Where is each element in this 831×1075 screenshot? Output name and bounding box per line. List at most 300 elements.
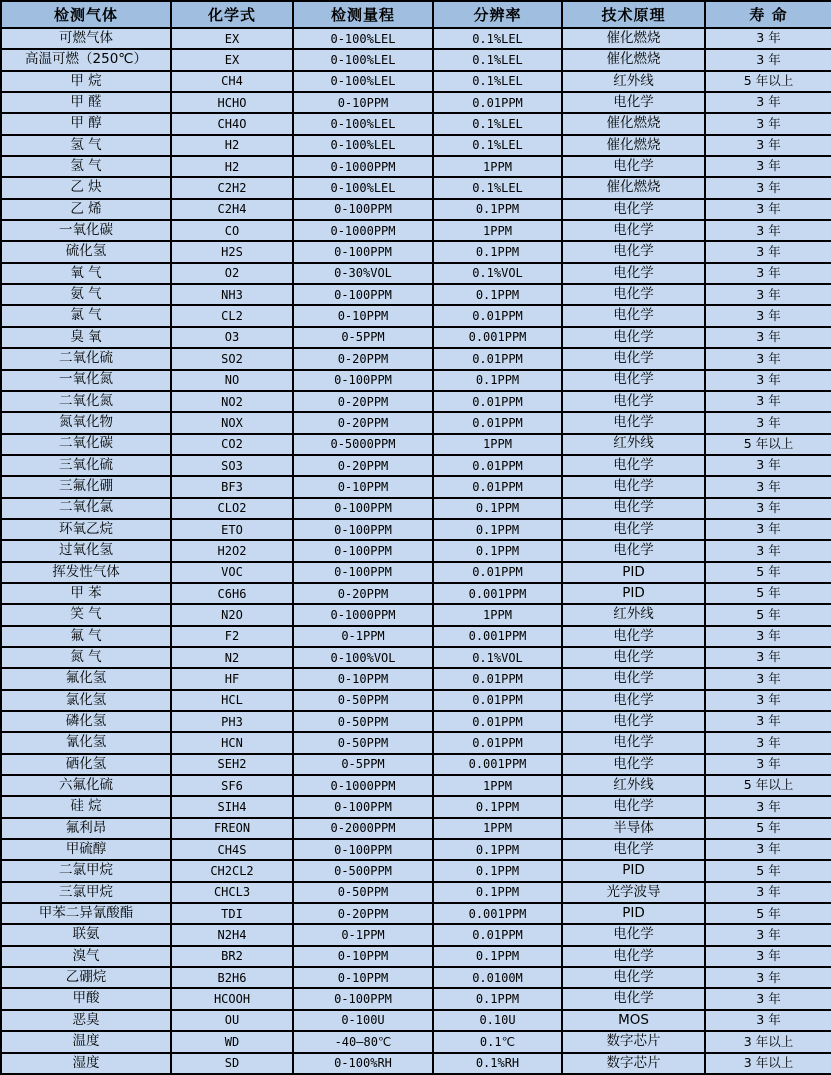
table-row xyxy=(1,562,831,583)
cell-resolution: 0.01PPM xyxy=(433,690,562,711)
table-row xyxy=(1,412,831,433)
cell-resolution: 0.01PPM xyxy=(433,476,562,497)
table-row xyxy=(1,28,831,49)
cell-range: 0-100%LEL xyxy=(293,177,433,198)
table-row xyxy=(1,1053,831,1075)
cell-formula: SD xyxy=(171,1053,293,1075)
cell-formula: CH2CL2 xyxy=(171,860,293,881)
cell-range: 0-100%VOL xyxy=(293,647,433,668)
cell-range: 0-1PPM xyxy=(293,626,433,647)
cell-resolution: 0.10U xyxy=(433,1010,562,1031)
table-row xyxy=(1,882,831,903)
cell-resolution: 0.1PPM xyxy=(433,284,562,305)
cell-lifespan: 3 年 xyxy=(705,924,831,945)
table-row xyxy=(1,348,831,369)
cell-resolution: 0.01PPM xyxy=(433,348,562,369)
cell-formula: HCHO xyxy=(171,92,293,113)
cell-formula: SIH4 xyxy=(171,796,293,817)
cell-principle: 电化学 xyxy=(562,732,705,753)
table-row xyxy=(1,71,831,92)
cell-gas: 甲 苯 xyxy=(1,583,171,604)
table-row xyxy=(1,455,831,476)
cell-range: 0-10PPM xyxy=(293,476,433,497)
cell-resolution: 0.0100M xyxy=(433,967,562,988)
cell-formula: SO3 xyxy=(171,455,293,476)
cell-principle: 电化学 xyxy=(562,156,705,177)
table-row xyxy=(1,370,831,391)
cell-formula: B2H6 xyxy=(171,967,293,988)
table-row xyxy=(1,732,831,753)
cell-formula: CH4S xyxy=(171,839,293,860)
cell-gas: 氮 气 xyxy=(1,647,171,668)
table-row xyxy=(1,604,831,625)
cell-range: 0-100%RH xyxy=(293,1053,433,1075)
cell-principle: 电化学 xyxy=(562,305,705,326)
cell-formula: NO2 xyxy=(171,391,293,412)
cell-resolution: 1PPM xyxy=(433,156,562,177)
cell-lifespan: 5 年 xyxy=(705,818,831,839)
cell-resolution: 0.1PPM xyxy=(433,241,562,262)
cell-resolution: 0.001PPM xyxy=(433,583,562,604)
cell-range: 0-100%LEL xyxy=(293,113,433,134)
cell-gas: 乙 烯 xyxy=(1,199,171,220)
cell-gas: 硒化氢 xyxy=(1,754,171,775)
cell-lifespan: 3 年以上 xyxy=(705,1031,831,1052)
cell-gas: 乙 炔 xyxy=(1,177,171,198)
cell-lifespan: 5 年 xyxy=(705,562,831,583)
cell-resolution: 0.1%LEL xyxy=(433,49,562,70)
cell-principle: 电化学 xyxy=(562,498,705,519)
header-row xyxy=(1,1,831,28)
cell-range: -40—80℃ xyxy=(293,1031,433,1052)
cell-principle: 电化学 xyxy=(562,754,705,775)
cell-resolution: 0.001PPM xyxy=(433,754,562,775)
cell-range: 0-1PPM xyxy=(293,924,433,945)
cell-formula: ETO xyxy=(171,519,293,540)
cell-resolution: 0.1%VOL xyxy=(433,263,562,284)
table-row xyxy=(1,540,831,561)
cell-resolution: 1PPM xyxy=(433,818,562,839)
cell-lifespan: 3 年 xyxy=(705,476,831,497)
cell-lifespan: 3 年 xyxy=(705,391,831,412)
cell-resolution: 0.1PPM xyxy=(433,199,562,220)
cell-formula: F2 xyxy=(171,626,293,647)
table-row xyxy=(1,775,831,796)
cell-principle: 电化学 xyxy=(562,455,705,476)
cell-resolution: 0.1%LEL xyxy=(433,135,562,156)
cell-gas: 甲酸 xyxy=(1,988,171,1009)
cell-formula: CO2 xyxy=(171,434,293,455)
cell-gas: 乙硼烷 xyxy=(1,967,171,988)
cell-formula: HF xyxy=(171,668,293,689)
cell-gas: 二氧化硫 xyxy=(1,348,171,369)
cell-range: 0-100PPM xyxy=(293,988,433,1009)
cell-gas: 二氧化碳 xyxy=(1,434,171,455)
cell-gas: 恶臭 xyxy=(1,1010,171,1031)
cell-gas: 一氧化氮 xyxy=(1,370,171,391)
cell-gas: 二氧化氮 xyxy=(1,391,171,412)
cell-formula: C6H6 xyxy=(171,583,293,604)
cell-formula: CO xyxy=(171,220,293,241)
cell-lifespan: 3 年 xyxy=(705,455,831,476)
cell-formula: N2O xyxy=(171,604,293,625)
cell-lifespan: 3 年 xyxy=(705,113,831,134)
cell-gas: 氯 气 xyxy=(1,305,171,326)
column-header-formula: 化学式 xyxy=(171,1,293,28)
cell-principle: 催化燃烧 xyxy=(562,28,705,49)
cell-principle: 电化学 xyxy=(562,924,705,945)
cell-formula: CL2 xyxy=(171,305,293,326)
table-body xyxy=(1,28,831,1074)
table-row xyxy=(1,967,831,988)
cell-gas: 甲 烷 xyxy=(1,71,171,92)
cell-principle: 催化燃烧 xyxy=(562,49,705,70)
table-row xyxy=(1,988,831,1009)
cell-range: 0-5000PPM xyxy=(293,434,433,455)
cell-gas: 高温可燃（250℃） xyxy=(1,49,171,70)
cell-resolution: 0.001PPM xyxy=(433,327,562,348)
cell-range: 0-10PPM xyxy=(293,305,433,326)
cell-range: 0-100%LEL xyxy=(293,135,433,156)
cell-principle: 电化学 xyxy=(562,199,705,220)
cell-formula: H2O2 xyxy=(171,540,293,561)
cell-formula: C2H2 xyxy=(171,177,293,198)
cell-range: 0-30%VOL xyxy=(293,263,433,284)
table-row xyxy=(1,498,831,519)
cell-gas: 甲 醇 xyxy=(1,113,171,134)
cell-principle: 电化学 xyxy=(562,711,705,732)
cell-formula: O2 xyxy=(171,263,293,284)
cell-formula: WD xyxy=(171,1031,293,1052)
table-row xyxy=(1,711,831,732)
cell-formula: H2 xyxy=(171,135,293,156)
cell-formula: EX xyxy=(171,49,293,70)
cell-resolution: 0.1℃ xyxy=(433,1031,562,1052)
table-row xyxy=(1,924,831,945)
cell-gas: 磷化氢 xyxy=(1,711,171,732)
column-header-resolution: 分辨率 xyxy=(433,1,562,28)
table-row xyxy=(1,818,831,839)
cell-gas: 氨 气 xyxy=(1,284,171,305)
table-row xyxy=(1,327,831,348)
cell-range: 0-100%LEL xyxy=(293,28,433,49)
column-header-range: 检测量程 xyxy=(293,1,433,28)
cell-lifespan: 5 年 xyxy=(705,903,831,924)
cell-range: 0-1000PPM xyxy=(293,220,433,241)
cell-principle: MOS xyxy=(562,1010,705,1031)
cell-principle: 红外线 xyxy=(562,775,705,796)
cell-lifespan: 3 年 xyxy=(705,327,831,348)
cell-resolution: 0.1%RH xyxy=(433,1053,562,1075)
cell-lifespan: 3 年 xyxy=(705,348,831,369)
cell-principle: 电化学 xyxy=(562,626,705,647)
cell-principle: 红外线 xyxy=(562,71,705,92)
cell-resolution: 0.1PPM xyxy=(433,796,562,817)
cell-gas: 硫化氢 xyxy=(1,241,171,262)
cell-formula: SF6 xyxy=(171,775,293,796)
cell-range: 0-100PPM xyxy=(293,540,433,561)
cell-range: 0-10PPM xyxy=(293,946,433,967)
cell-lifespan: 3 年 xyxy=(705,519,831,540)
cell-lifespan: 5 年 xyxy=(705,583,831,604)
cell-resolution: 0.01PPM xyxy=(433,668,562,689)
cell-range: 0-50PPM xyxy=(293,711,433,732)
cell-lifespan: 3 年 xyxy=(705,156,831,177)
cell-gas: 氢 气 xyxy=(1,156,171,177)
cell-range: 0-100PPM xyxy=(293,498,433,519)
table-row xyxy=(1,156,831,177)
cell-range: 0-1000PPM xyxy=(293,156,433,177)
cell-gas: 氧 气 xyxy=(1,263,171,284)
cell-principle: 电化学 xyxy=(562,540,705,561)
cell-gas: 过氧化氢 xyxy=(1,540,171,561)
cell-principle: 数字芯片 xyxy=(562,1031,705,1052)
cell-gas: 溴气 xyxy=(1,946,171,967)
cell-formula: C2H4 xyxy=(171,199,293,220)
cell-lifespan: 3 年 xyxy=(705,668,831,689)
cell-lifespan: 5 年 xyxy=(705,604,831,625)
table-row xyxy=(1,92,831,113)
cell-principle: 电化学 xyxy=(562,967,705,988)
table-row xyxy=(1,263,831,284)
cell-resolution: 0.1%VOL xyxy=(433,647,562,668)
table-row xyxy=(1,177,831,198)
cell-formula: O3 xyxy=(171,327,293,348)
cell-principle: 催化燃烧 xyxy=(562,135,705,156)
cell-range: 0-20PPM xyxy=(293,583,433,604)
cell-resolution: 0.1%LEL xyxy=(433,28,562,49)
cell-range: 0-100U xyxy=(293,1010,433,1031)
table-row xyxy=(1,796,831,817)
column-header-principle: 技术原理 xyxy=(562,1,705,28)
cell-formula: HCN xyxy=(171,732,293,753)
cell-lifespan: 5 年以上 xyxy=(705,434,831,455)
cell-resolution: 0.1PPM xyxy=(433,839,562,860)
cell-lifespan: 3 年 xyxy=(705,711,831,732)
cell-gas: 氮氧化物 xyxy=(1,412,171,433)
table-row xyxy=(1,135,831,156)
cell-resolution: 0.1PPM xyxy=(433,946,562,967)
cell-formula: NOX xyxy=(171,412,293,433)
cell-resolution: 0.001PPM xyxy=(433,626,562,647)
cell-principle: 电化学 xyxy=(562,241,705,262)
cell-range: 0-100PPM xyxy=(293,241,433,262)
cell-range: 0-5PPM xyxy=(293,754,433,775)
cell-gas: 氟化氢 xyxy=(1,668,171,689)
cell-range: 0-100PPM xyxy=(293,562,433,583)
cell-resolution: 0.01PPM xyxy=(433,305,562,326)
cell-resolution: 1PPM xyxy=(433,220,562,241)
cell-lifespan: 3 年 xyxy=(705,839,831,860)
cell-range: 0-10PPM xyxy=(293,92,433,113)
cell-lifespan: 3 年 xyxy=(705,284,831,305)
cell-gas: 湿度 xyxy=(1,1053,171,1075)
cell-principle: PID xyxy=(562,562,705,583)
cell-gas: 氟利昂 xyxy=(1,818,171,839)
cell-resolution: 1PPM xyxy=(433,604,562,625)
cell-range: 0-100PPM xyxy=(293,796,433,817)
cell-formula: HCL xyxy=(171,690,293,711)
cell-gas: 笑 气 xyxy=(1,604,171,625)
cell-lifespan: 3 年 xyxy=(705,28,831,49)
cell-gas: 甲 醛 xyxy=(1,92,171,113)
cell-range: 0-500PPM xyxy=(293,860,433,881)
cell-gas: 一氧化碳 xyxy=(1,220,171,241)
cell-principle: PID xyxy=(562,583,705,604)
cell-range: 0-100%LEL xyxy=(293,71,433,92)
cell-formula: BF3 xyxy=(171,476,293,497)
cell-formula: NO xyxy=(171,370,293,391)
cell-principle: 电化学 xyxy=(562,263,705,284)
cell-range: 0-20PPM xyxy=(293,455,433,476)
cell-gas: 环氧乙烷 xyxy=(1,519,171,540)
table-row xyxy=(1,626,831,647)
cell-range: 0-50PPM xyxy=(293,690,433,711)
cell-principle: 光学波导 xyxy=(562,882,705,903)
cell-resolution: 0.1PPM xyxy=(433,540,562,561)
cell-resolution: 0.1PPM xyxy=(433,860,562,881)
cell-resolution: 0.001PPM xyxy=(433,903,562,924)
cell-lifespan: 5 年 xyxy=(705,860,831,881)
cell-lifespan: 3 年 xyxy=(705,732,831,753)
cell-principle: 电化学 xyxy=(562,348,705,369)
cell-principle: 催化燃烧 xyxy=(562,113,705,134)
cell-principle: 电化学 xyxy=(562,839,705,860)
table-row xyxy=(1,903,831,924)
cell-range: 0-20PPM xyxy=(293,903,433,924)
cell-range: 0-100PPM xyxy=(293,284,433,305)
cell-lifespan: 3 年 xyxy=(705,647,831,668)
cell-formula: H2S xyxy=(171,241,293,262)
cell-formula: CLO2 xyxy=(171,498,293,519)
cell-gas: 臭 氧 xyxy=(1,327,171,348)
cell-principle: 电化学 xyxy=(562,668,705,689)
cell-lifespan: 3 年 xyxy=(705,199,831,220)
table-row xyxy=(1,583,831,604)
cell-range: 0-50PPM xyxy=(293,882,433,903)
cell-formula: BR2 xyxy=(171,946,293,967)
cell-formula: HCOOH xyxy=(171,988,293,1009)
cell-principle: 电化学 xyxy=(562,284,705,305)
cell-formula: CHCL3 xyxy=(171,882,293,903)
cell-gas: 甲苯二异氰酸酯 xyxy=(1,903,171,924)
cell-gas: 联氨 xyxy=(1,924,171,945)
cell-principle: 电化学 xyxy=(562,92,705,113)
cell-resolution: 0.01PPM xyxy=(433,391,562,412)
cell-resolution: 0.01PPM xyxy=(433,92,562,113)
cell-resolution: 0.01PPM xyxy=(433,732,562,753)
cell-formula: N2H4 xyxy=(171,924,293,945)
column-header-gas: 检测气体 xyxy=(1,1,171,28)
cell-range: 0-100PPM xyxy=(293,370,433,391)
cell-resolution: 0.1PPM xyxy=(433,882,562,903)
table-row xyxy=(1,391,831,412)
table-row xyxy=(1,754,831,775)
cell-lifespan: 3 年 xyxy=(705,370,831,391)
cell-range: 0-20PPM xyxy=(293,412,433,433)
cell-resolution: 0.1%LEL xyxy=(433,113,562,134)
cell-gas: 三氯甲烷 xyxy=(1,882,171,903)
table-row xyxy=(1,241,831,262)
cell-range: 0-2000PPM xyxy=(293,818,433,839)
cell-lifespan: 3 年 xyxy=(705,690,831,711)
cell-range: 0-5PPM xyxy=(293,327,433,348)
cell-resolution: 0.1PPM xyxy=(433,498,562,519)
cell-formula: SEH2 xyxy=(171,754,293,775)
cell-resolution: 0.01PPM xyxy=(433,455,562,476)
cell-lifespan: 3 年 xyxy=(705,498,831,519)
cell-gas: 三氧化硫 xyxy=(1,455,171,476)
cell-principle: 电化学 xyxy=(562,946,705,967)
cell-formula: NH3 xyxy=(171,284,293,305)
table-row xyxy=(1,690,831,711)
table-row xyxy=(1,839,831,860)
cell-principle: 电化学 xyxy=(562,412,705,433)
cell-range: 0-20PPM xyxy=(293,391,433,412)
cell-formula: VOC xyxy=(171,562,293,583)
cell-gas: 挥发性气体 xyxy=(1,562,171,583)
cell-principle: 电化学 xyxy=(562,690,705,711)
cell-gas: 氯化氢 xyxy=(1,690,171,711)
cell-resolution: 0.01PPM xyxy=(433,412,562,433)
cell-lifespan: 5 年以上 xyxy=(705,71,831,92)
cell-lifespan: 3 年 xyxy=(705,305,831,326)
table-row xyxy=(1,668,831,689)
table-row xyxy=(1,1010,831,1031)
cell-principle: 数字芯片 xyxy=(562,1053,705,1075)
cell-lifespan: 5 年以上 xyxy=(705,775,831,796)
cell-resolution: 0.01PPM xyxy=(433,562,562,583)
cell-gas: 二氧化氯 xyxy=(1,498,171,519)
column-header-lifespan: 寿 命 xyxy=(705,1,831,28)
cell-lifespan: 3 年 xyxy=(705,263,831,284)
cell-formula: CH4 xyxy=(171,71,293,92)
cell-resolution: 0.1%LEL xyxy=(433,177,562,198)
table-header xyxy=(1,1,831,28)
table-row xyxy=(1,860,831,881)
cell-lifespan: 3 年 xyxy=(705,946,831,967)
table-row xyxy=(1,305,831,326)
cell-principle: 电化学 xyxy=(562,370,705,391)
cell-principle: 电化学 xyxy=(562,519,705,540)
cell-principle: 电化学 xyxy=(562,327,705,348)
cell-gas: 六氟化硫 xyxy=(1,775,171,796)
table-row xyxy=(1,220,831,241)
cell-formula: FREON xyxy=(171,818,293,839)
cell-resolution: 0.01PPM xyxy=(433,924,562,945)
cell-formula: PH3 xyxy=(171,711,293,732)
cell-gas: 二氯甲烷 xyxy=(1,860,171,881)
cell-formula: H2 xyxy=(171,156,293,177)
cell-resolution: 0.1PPM xyxy=(433,519,562,540)
cell-lifespan: 3 年 xyxy=(705,92,831,113)
cell-principle: 电化学 xyxy=(562,391,705,412)
cell-range: 0-100PPM xyxy=(293,839,433,860)
cell-lifespan: 3 年 xyxy=(705,967,831,988)
cell-principle: 电化学 xyxy=(562,988,705,1009)
cell-gas: 氟 气 xyxy=(1,626,171,647)
cell-range: 0-20PPM xyxy=(293,348,433,369)
cell-range: 0-1000PPM xyxy=(293,604,433,625)
cell-lifespan: 3 年 xyxy=(705,1010,831,1031)
cell-principle: PID xyxy=(562,860,705,881)
cell-range: 0-50PPM xyxy=(293,732,433,753)
table-row xyxy=(1,284,831,305)
cell-lifespan: 3 年 xyxy=(705,49,831,70)
cell-lifespan: 3 年 xyxy=(705,796,831,817)
cell-lifespan: 3 年 xyxy=(705,626,831,647)
cell-principle: 电化学 xyxy=(562,476,705,497)
